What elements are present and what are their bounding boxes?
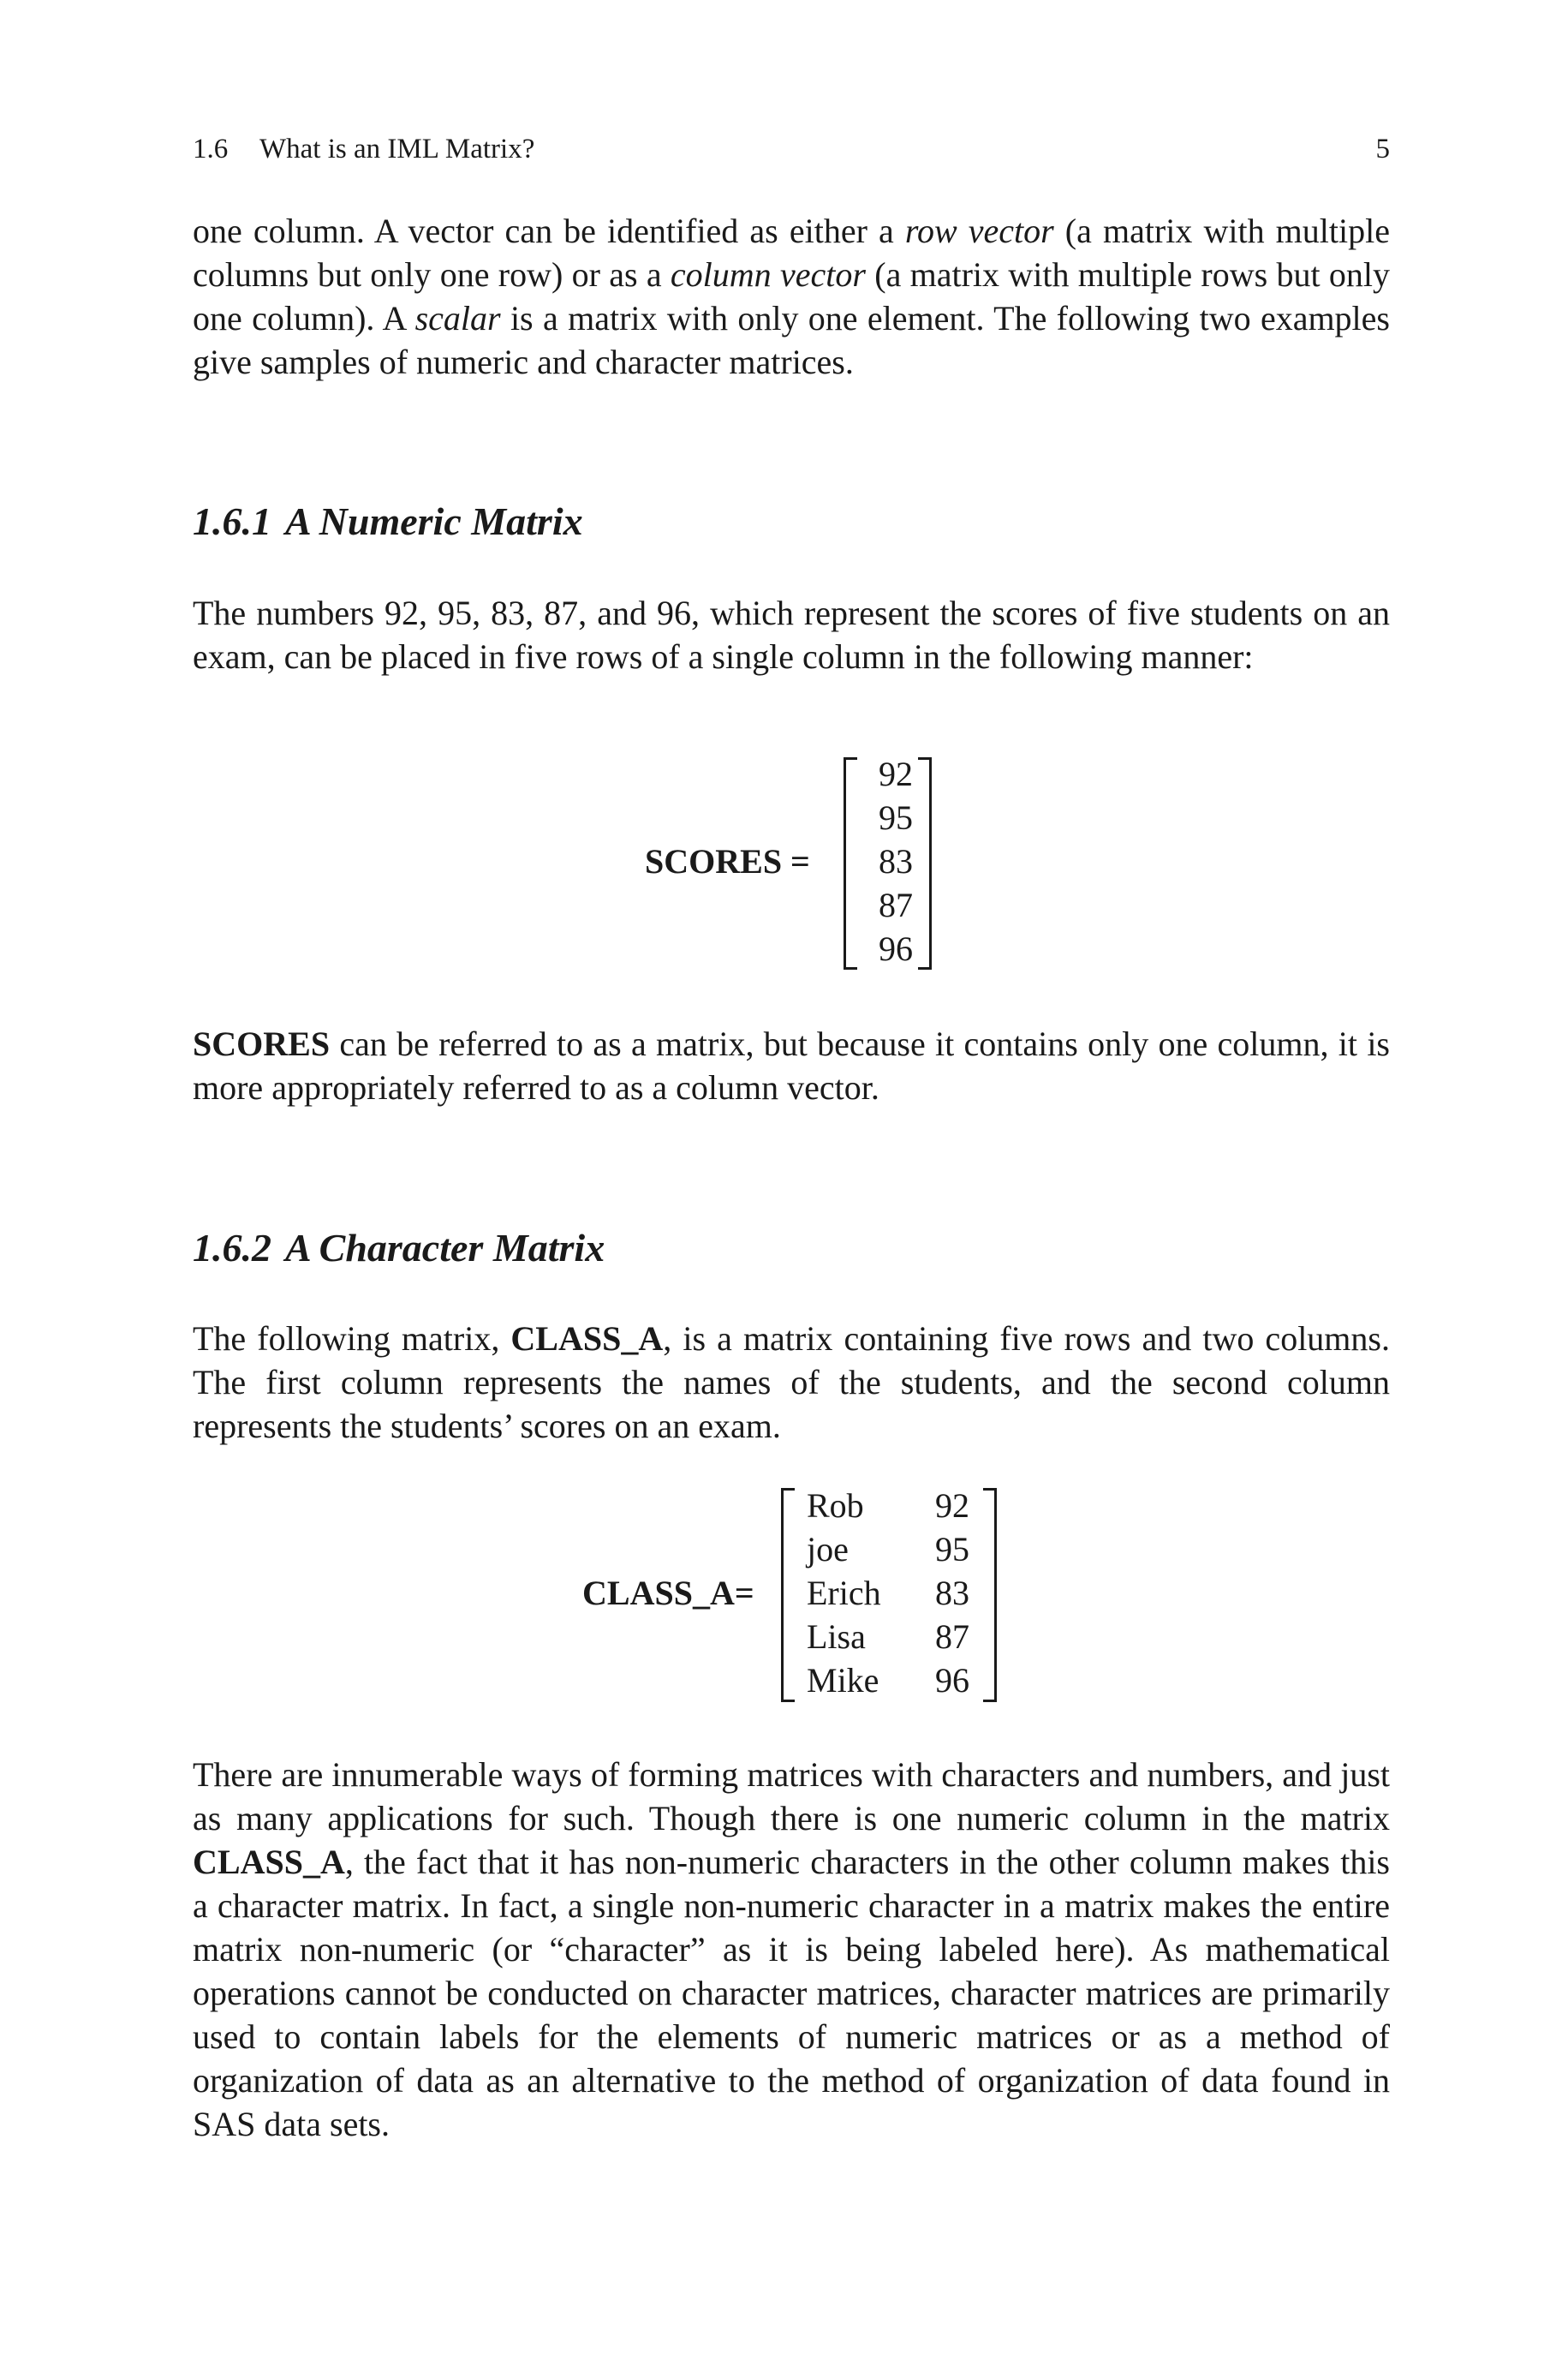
intro-text-4: is a matrix with only one element. The following two examples give samples of numeric and character matrices. [193, 299, 1390, 381]
running-head-section-title: What is an IML Matrix? [259, 134, 535, 164]
matrix-cell-score: 95 [935, 1530, 969, 1568]
matrix-left-bracket [781, 1488, 795, 1702]
section-number: 1.6.2 [193, 1226, 271, 1270]
intro-paragraph [193, 209, 1390, 384]
page-number: 5 [1375, 134, 1390, 164]
matrix-cell-name: Erich [807, 1574, 881, 1612]
matrix-cell-name: Mike [807, 1661, 879, 1700]
scores-equation-label: SCORES = [645, 842, 810, 881]
column-vector-text: can be referred to as a matrix, but because it contains only one column, it is more appropriately referred to as a column vector. [193, 1025, 1390, 1107]
matrix-cell: 92 [879, 755, 913, 793]
section-title: A Character Matrix [285, 1226, 605, 1270]
matrix-cell-score: 83 [935, 1574, 969, 1612]
term-row-vector: row vector [904, 212, 1054, 250]
closing-text-2: , the fact that it has non-numeric characters in the other column makes this a character matrix. In fact, a single non-numeric character in a matrix makes the entire matrix non-numeric (or “character” as it is being labeled here). As mathematical operations cannot be conducted on character matrices, character matrices are primarily used to contain labels for the elements of numeric matrices or as a method of organization of data as an alternative to the method of organization of data found in SAS data sets. [193, 1843, 1390, 2143]
running-head [193, 130, 1390, 168]
class-a-bold: CLASS_A [510, 1319, 664, 1358]
scores-bold: SCORES [193, 1025, 331, 1063]
matrix-cell: 87 [879, 886, 913, 924]
section-title: A Numeric Matrix [285, 499, 583, 543]
intro-text-2: (a matrix with multiple columns but only one row) or as a [193, 212, 1391, 294]
column-vector-paragraph [193, 1022, 1390, 1109]
matrix-cell-score: 96 [935, 1661, 969, 1700]
matrix-cell: 83 [879, 842, 913, 881]
character-matrix-text-1: The following matrix, [193, 1319, 511, 1358]
section-heading-1-6-2 [193, 1223, 1390, 1273]
matrix-cell-name: Lisa [807, 1617, 866, 1656]
numeric-matrix-paragraph: The numbers 92, 95, 83, 87, and 96, which represent the scores of five students on an exam, can be placed in five rows of a single column in the following manner: [193, 594, 1390, 676]
section-number: 1.6.1 [193, 499, 271, 543]
class-a-bold: CLASS_A [193, 1843, 345, 1881]
matrix-cell-name: Rob [807, 1486, 864, 1525]
matrix-right-bracket [918, 757, 932, 970]
closing-text-1: There are innumerable ways of forming matrices with characters and numbers, and just as many applications for such. Though there is one numeric column in the matrix [193, 1755, 1390, 1837]
class-a-equation-label: CLASS_A= [582, 1574, 754, 1612]
matrix-cell: 96 [879, 929, 913, 968]
intro-text-1: one column. A vector can be identified as either a [193, 212, 905, 250]
intro-text-3: (a matrix with multiple rows but only one column). A [193, 255, 1391, 338]
matrix-cell-score: 92 [935, 1486, 969, 1525]
closing-paragraph [193, 1753, 1390, 2146]
term-column-vector: column vector [670, 255, 866, 294]
matrix-cell: 95 [879, 798, 913, 837]
matrix-cell-name: joe [807, 1530, 849, 1568]
character-matrix-text-2: , is a matrix containing five rows and two columns. The first column represents the names of the students, and the second column represents the students’ scores on an exam. [193, 1319, 1390, 1445]
section-heading-1-6-1 [193, 497, 1390, 547]
matrix-left-bracket [844, 757, 857, 970]
matrix-right-bracket [983, 1488, 997, 1702]
term-scalar: scalar [414, 299, 501, 338]
matrix-cell-score: 87 [935, 1617, 969, 1656]
running-head-section-number: 1.6 [193, 134, 229, 164]
character-matrix-paragraph [193, 1317, 1390, 1448]
